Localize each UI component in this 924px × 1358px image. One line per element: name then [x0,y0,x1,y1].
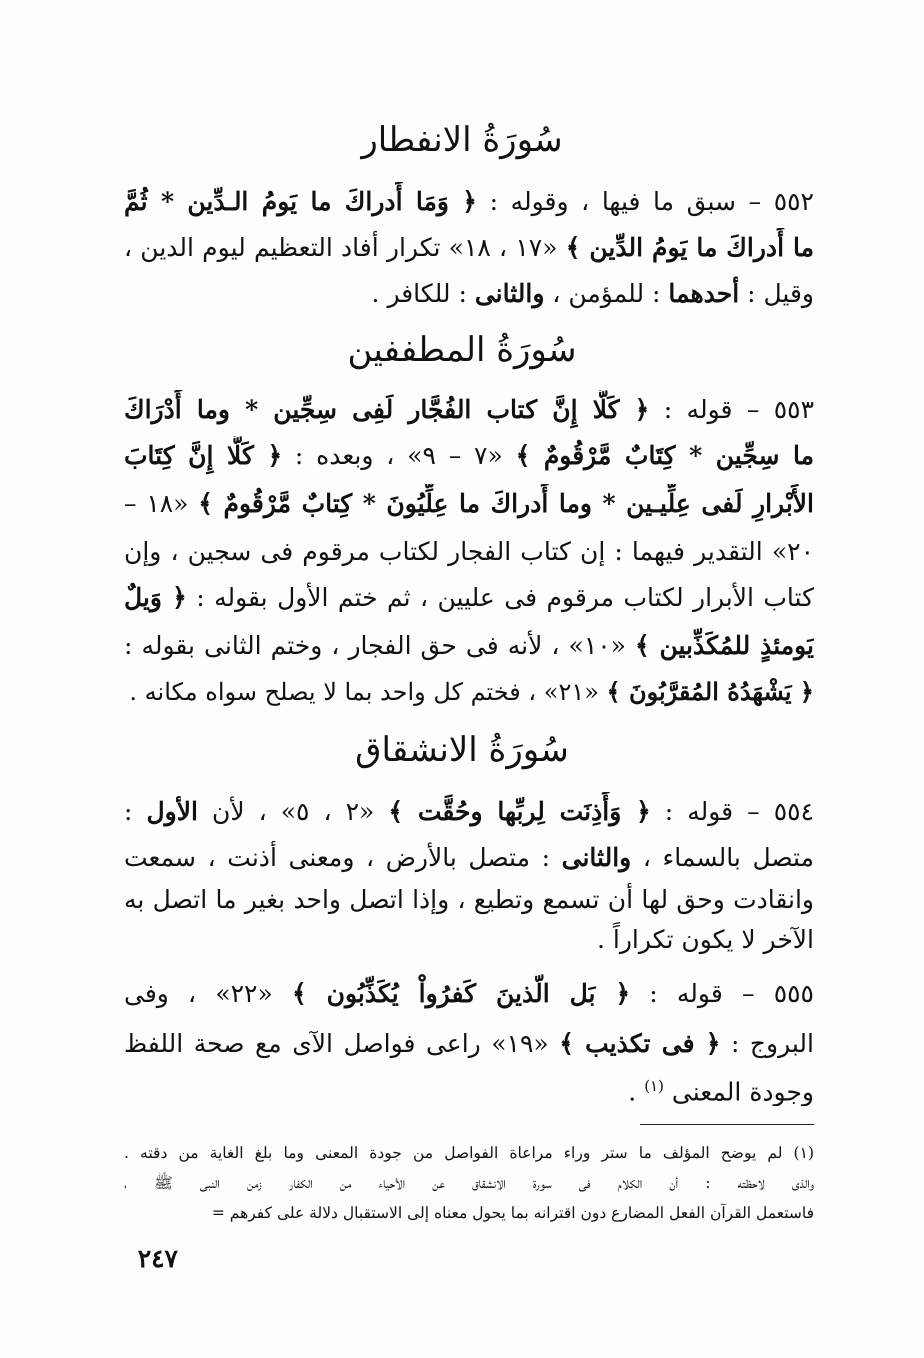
text-line [124,436,814,476]
line-text: وجودة المعنى [663,1077,814,1106]
footnote-line: فاستعمل القرآن الفعل المضارع دون اقترانه بما يحول معناه إلى الاستقبال دلالة على كفرهم = [211,1204,814,1222]
quran-quote: ﴿ وَمَا أَدراكَ ما يَومُ الـدِّين * ثُمَّ [124,187,477,216]
footnote-line: والذى لاحظته : أن الكلام فى سورة الانشقاق عن الأحياء من الكفار زمن النبى ﷺ ، [124,1174,814,1192]
quran-quote: ﴿ وَيلٌ [124,583,187,612]
line-text: : [124,797,147,826]
bold-term: أحدهما [668,279,740,308]
text-line [124,484,814,524]
quran-quote: ﴿ كَلَّا إِنَّ كِتَابَ [124,441,283,470]
bold-term: والثانى [561,843,632,872]
text-line [124,672,814,712]
bold-term: الأول [146,797,198,826]
quran-quote: ﴿ وَأَذِنَت لِربِّها وحُقَّت ﴾ [388,797,651,826]
surah-title-mutaffifin: سُورَةُ المطففين [347,330,577,370]
page-number: ٢٤٧ [137,1244,178,1273]
line-text: «١٠» ، لأنه فى حق الفجار ، وختم الثانى بقوله : [124,631,636,660]
quran-quote: ﴿ فى تكذيب ﴾ [559,1029,721,1058]
line-text: ٢٠» التقدير فيهما : إن كتاب الفجار لكتاب مرقوم فى سجين ، وإن [124,537,814,566]
bold-term: والثانى [474,279,545,308]
text-line [124,974,814,1014]
surah-title-inshiqaq: سُورَةُ الانشقاق [355,730,569,770]
line-text: وانقادت وحق لها أن تسمع وتطيع ، وإذا اتصل واحد بغير ما اتصل به [124,885,814,914]
quran-quote: يَومئذٍ للمُكَذِّبين ﴾ [635,631,814,660]
line-text: «٢ ، ٥» ، لأن [197,797,389,826]
line-text: «٢١» ، فختم كل واحد بما لا يصلح سواه مكانه . [129,678,607,706]
quran-quote: ﴿ كَلَّا إِنَّ كتاب الفُجَّار لَفِى سِجِّين * وما أَدْرَاكَ [124,395,650,424]
footnote-ref: (١) [644,1077,664,1095]
line-text: ٥٥٤ – قوله : [650,797,814,826]
quran-quote: ما أَدراكَ ما يَومُ الدِّين ﴾ [565,233,814,262]
line-text: : للمؤمن ، [544,279,669,308]
line-text: ٥٥٥ – قوله : [630,979,814,1008]
line-text: . [628,1077,645,1106]
text-line [124,274,814,314]
text-line [124,532,814,572]
text-line [124,182,814,222]
footnote-line: (١) لم يوضح المؤلف ما ستر وراء مراعاة الفواصل من جودة المعنى وما بلغ الغاية من دقته . [124,1144,814,1162]
quran-quote: الأَبْرارِ لَفى عِلِّيـين * وما أَدراكَ ما عِلِّيُونَ * كِتابٌ مَّرْقُومٌ ﴾ [198,489,814,518]
line-text: البروج : [720,1029,814,1058]
text-line [124,626,814,666]
line-text: «٧ – ٩» ، وبعده : [282,441,516,470]
text-line [124,838,814,878]
text-line [124,578,814,618]
line-text: «١٩» راعى فواصل الآى مع صحة اللفظ [124,1029,560,1058]
line-text: الآخر لا يكون تكراراً . [596,925,814,954]
text-line [124,1024,814,1064]
line-text: : متصل بالأرض ، ومعنى أذنت ، سمعت [124,843,562,872]
line-text: كتاب الأبرار لكتاب مرقوم فى عليين ، ثم ختم الأول بقوله : [186,583,814,612]
footnote-separator [640,1124,814,1125]
quran-quote: ﴿ يَشْهَدُهُ المُقرَّبُونَ ﴾ [606,677,814,706]
text-line [124,920,814,960]
text-line [124,880,814,920]
text-line [124,228,814,268]
line-text: : للكافر . [371,279,475,308]
line-text: ٥٥٣ – قوله : [649,395,814,424]
surah-title-infitar: سُورَةُ الانفطار [361,120,563,160]
line-text: «٢٢» ، وفى [124,979,292,1008]
text-line [124,1066,814,1106]
line-text: ٥٥٢ – سبق ما فيها ، وقوله : [476,187,814,216]
line-text: وقيل : [739,279,814,308]
text-line [124,792,814,832]
line-text: «١٨ – [124,489,199,518]
line-text: «١٧ ، ١٨» تكرار أفاد التعظيم ليوم الدين ، [124,233,558,262]
line-text: متصل بالسماء ، [631,843,814,872]
quran-quote: ﴿ بَل الّذينَ كَفرُواْ يُكَذِّبُون ﴾ [291,979,631,1008]
quran-quote: ما سِجِّين * كِتَابٌ مَّرْقُومٌ ﴾ [515,441,814,470]
text-line [124,390,814,430]
